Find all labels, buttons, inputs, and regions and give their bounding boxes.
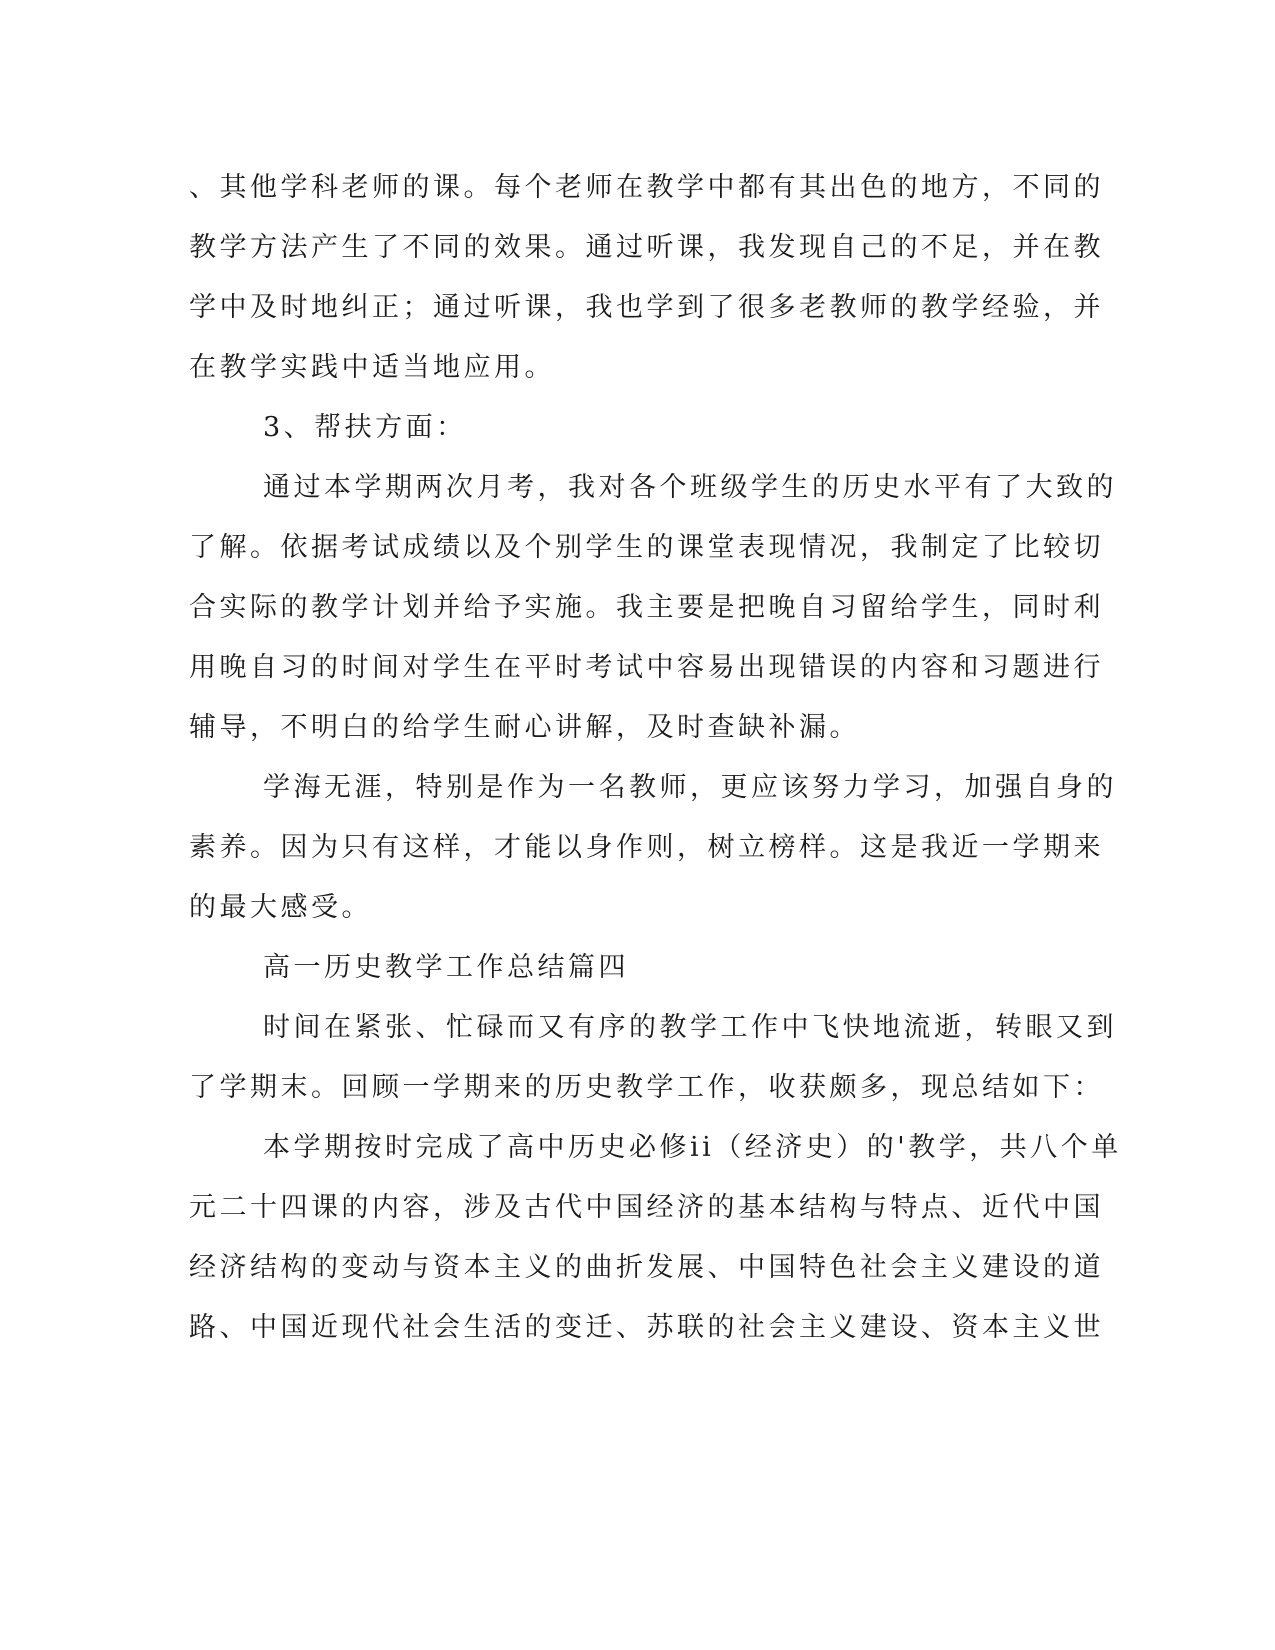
text-line: 了解。依据考试成绩以及个别学生的课堂表现情况，我制定了比较切 [189, 532, 1104, 563]
text-line: 时间在紧张、忙碌而又有序的教学工作中飞快地流逝，转眼又到 [263, 1012, 1117, 1043]
text-line: 的最大感受。 [189, 892, 372, 923]
text-line: 学中及时地纠正；通过听课，我也学到了很多老教师的教学经验，并 [189, 292, 1104, 323]
text-line: 经济结构的变动与资本主义的曲折发展、中国特色社会主义建设的道 [189, 1252, 1104, 1283]
text-line: 素养。因为只有这样，才能以身作则，树立榜样。这是我近一学期来 [189, 832, 1104, 863]
text-line: 元二十四课的内容，涉及古代中国经济的基本结构与特点、近代中国 [189, 1192, 1104, 1223]
text-line: 用晚自习的时间对学生在平时考试中容易出现错误的内容和习题进行 [189, 652, 1104, 683]
text-line: 本学期按时完成了高中历史必修ii（经济史）的'教学，共八个单 [263, 1132, 1122, 1163]
section-title: 高一历史教学工作总结篇四 [263, 952, 629, 983]
text-line: 教学方法产生了不同的效果。通过听课，我发现自己的不足，并在教 [189, 232, 1104, 263]
text-line: 了学期末。回顾一学期来的历史教学工作，收获颇多，现总结如下： [189, 1072, 1104, 1103]
text-line: 学海无涯，特别是作为一名教师，更应该努力学习，加强自身的 [263, 772, 1117, 803]
text-line: 合实际的教学计划并给予实施。我主要是把晚自习留给学生，同时利 [189, 592, 1104, 623]
text-line: 通过本学期两次月考，我对各个班级学生的历史水平有了大致的 [263, 472, 1117, 503]
text-line: 、其他学科老师的课。每个老师在教学中都有其出色的地方，不同的 [189, 172, 1104, 203]
text-line: 在教学实践中适当地应用。 [189, 352, 555, 383]
text-line: 辅导，不明白的给学生耐心讲解，及时查缺补漏。 [189, 712, 860, 743]
text-line: 路、中国近现代社会生活的变迁、苏联的社会主义建设、资本主义世 [189, 1312, 1104, 1343]
section-heading: 3、帮扶方面： [263, 412, 467, 443]
